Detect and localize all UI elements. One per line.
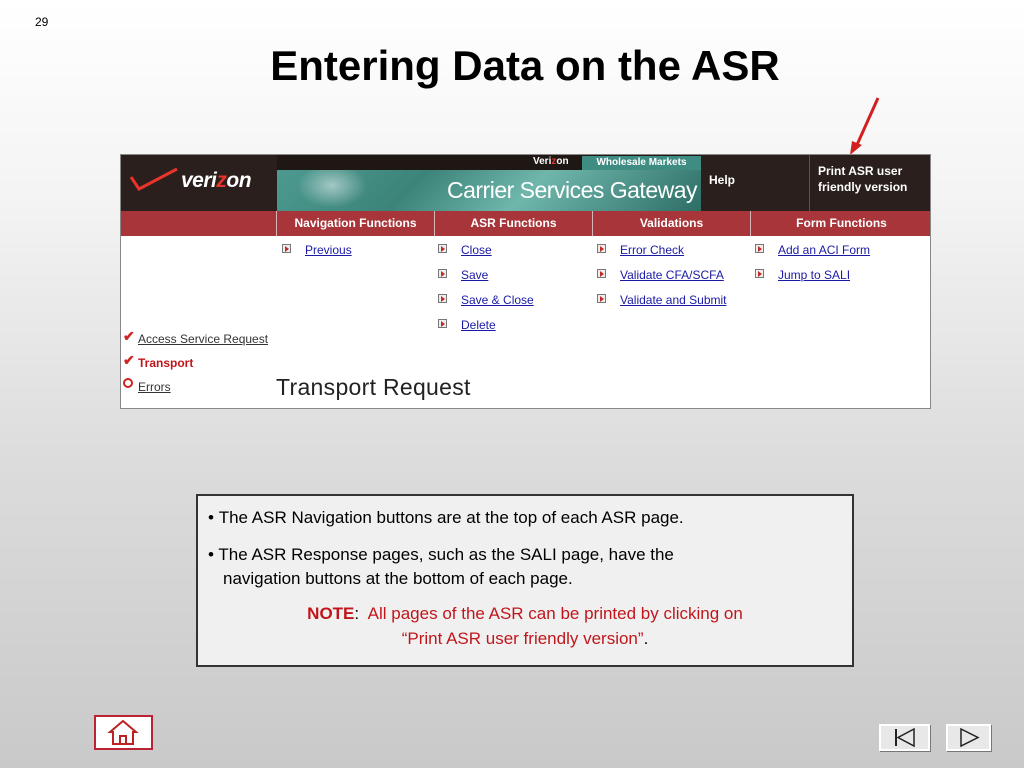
gateway-title: Carrier Services Gateway — [447, 177, 698, 203]
error-check-link[interactable]: Error Check — [620, 243, 685, 257]
gateway-banner — [277, 155, 701, 211]
verizon-logo — [121, 155, 276, 211]
next-slide-icon — [948, 726, 989, 749]
previous-slide-icon — [881, 726, 928, 749]
home-button[interactable] — [94, 715, 153, 750]
menu-validations[interactable]: Validations — [592, 211, 750, 236]
next-slide-button[interactable] — [946, 724, 991, 751]
add-aci-form-link[interactable]: Add an ACI Form — [778, 243, 871, 257]
errors-link[interactable]: Errors — [138, 380, 171, 394]
ring-icon — [123, 378, 133, 388]
logo-wordmark: verizon — [181, 169, 252, 192]
close-link[interactable]: Close — [461, 243, 492, 257]
menu-form-functions[interactable]: Form Functions — [750, 211, 931, 236]
transport-current-step: Transport — [138, 356, 194, 370]
app-header — [121, 155, 931, 211]
checkmark-icon: ✔ — [123, 328, 135, 344]
link-bullet-icon — [597, 244, 606, 253]
function-menubar — [121, 211, 931, 236]
jump-to-sali-link[interactable]: Jump to SALI — [778, 268, 851, 282]
page-number: 29 — [35, 15, 49, 29]
link-bullet-icon — [282, 244, 291, 253]
slide-title: Entering Data on the ASR — [270, 42, 780, 89]
access-service-request-link[interactable]: Access Service Request — [138, 332, 269, 346]
print-asr-link[interactable]: Print ASR user friendly version — [809, 155, 931, 211]
link-bullet-icon — [597, 269, 606, 278]
note-bullet-1: • The ASR Navigation buttons are at the top of each ASR page. — [208, 508, 684, 527]
note-bullet-2-cont: navigation buttons at the bottom of each page. — [223, 569, 573, 588]
link-bullet-icon — [438, 244, 447, 253]
note-line-cont: “Print ASR user friendly version”. — [401, 629, 649, 648]
save-link[interactable]: Save — [461, 268, 489, 282]
carrier-services-gateway-screenshot — [120, 154, 931, 409]
previous-link[interactable]: Previous — [305, 243, 352, 257]
link-bullet-icon — [755, 244, 764, 253]
validate-cfa-link[interactable]: Validate CFA/SCFA — [620, 268, 724, 282]
link-bullet-icon — [438, 269, 447, 278]
notes-box — [196, 494, 854, 667]
arrow-icon — [840, 95, 885, 157]
banner-brand: Verizon — [533, 156, 569, 167]
note-line: NOTE: All pages of the ASR can be printed by clicking on — [307, 604, 743, 623]
menu-asr-functions[interactable]: ASR Functions — [434, 211, 592, 236]
validate-submit-link[interactable]: Validate and Submit — [620, 293, 727, 307]
link-bullet-icon — [597, 294, 606, 303]
delete-link[interactable]: Delete — [461, 318, 496, 332]
help-link[interactable]: Help — [701, 155, 809, 211]
wholesale-markets-tag: Wholesale Markets — [582, 156, 701, 170]
page-heading: Transport Request — [276, 374, 471, 400]
save-close-link[interactable]: Save & Close — [461, 293, 534, 307]
logo-check-icon — [129, 165, 179, 195]
note-bullet-2: • The ASR Response pages, such as the SALI page, have the — [208, 545, 674, 564]
previous-slide-button[interactable] — [879, 724, 930, 751]
home-icon — [96, 717, 151, 748]
link-bullet-icon — [438, 319, 447, 328]
menu-navigation-functions[interactable]: Navigation Functions — [276, 211, 434, 236]
checkmark-icon: ✔ — [123, 352, 135, 368]
link-bullet-icon — [755, 269, 764, 278]
link-bullet-icon — [438, 294, 447, 303]
